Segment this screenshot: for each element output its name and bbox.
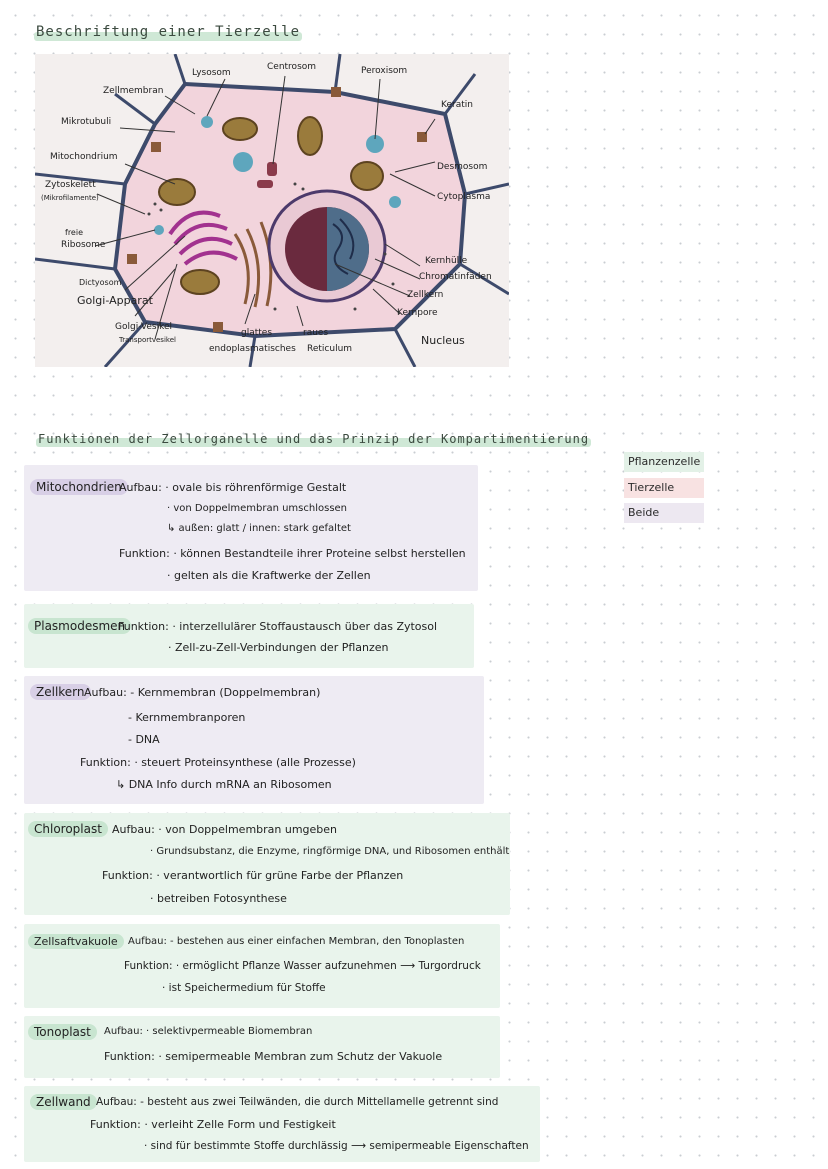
- label-lysosom: Lysosom: [192, 68, 231, 78]
- label-zellkern: Zellkern: [407, 290, 444, 300]
- label-freie: freie: [65, 228, 83, 237]
- label-zellmembran: Zellmembran: [103, 86, 164, 96]
- label-mikrofilamente: (Mikrofilamente): [41, 194, 99, 202]
- card-plasmodesmen: [24, 604, 474, 668]
- card-line: Funktion: · verleiht Zelle Form und Festigkeit: [90, 1118, 336, 1131]
- card-zellsaftvakuole: [24, 924, 500, 1008]
- label-mitochondrium: Mitochondrium: [50, 152, 118, 162]
- label-golgi-vesikel: Golgi-Vesikel: [115, 322, 173, 332]
- card-line: Aufbau: - bestehen aus einer einfachen Membran, den Tonoplasten: [128, 936, 465, 947]
- card-mitochondrien: [24, 465, 478, 591]
- label-zytoskelett: Zytoskelett: [45, 180, 96, 190]
- card-line: Aufbau: · selektivpermeable Biomembran: [104, 1026, 313, 1037]
- card-line: Aufbau: · ovale bis röhrenförmige Gestalt: [119, 481, 347, 494]
- title-text: Funktionen der Zellorganelle und das Prinzip der Kompartimentierung: [38, 432, 590, 446]
- legend-beide: [624, 503, 704, 523]
- card-line: · gelten als die Kraftwerke der Zellen: [167, 569, 371, 582]
- label-cytoplasma: Cytoplasma: [437, 192, 491, 202]
- card-line: Funktion: · können Bestandteile ihrer Proteine selbst herstellen: [119, 547, 466, 560]
- card-chloroplast: [24, 813, 510, 915]
- section-title: [38, 432, 589, 446]
- label-desmosom: Desmosom: [437, 162, 488, 172]
- card-line: ↳ außen: glatt / innen: stark gefaltet: [167, 523, 351, 534]
- card-line: Funktion: · verantwortlich für grüne Farbe der Pflanzen: [102, 869, 404, 882]
- card-heading: Zellkern: [30, 684, 91, 700]
- page-title: [36, 24, 300, 40]
- legend-label: Pflanzenzelle: [628, 455, 701, 468]
- card-heading: Tonoplast: [28, 1024, 97, 1040]
- animal-cell-figure: [35, 54, 509, 367]
- label-kernhuelle: Kernhülle: [425, 256, 468, 266]
- title-text: Beschriftung einer Tierzelle: [36, 24, 301, 40]
- card-line: · sind für bestimmte Stoffe durchlässig ⟶ semipermeable Eigenschaften: [144, 1140, 529, 1152]
- label-reticulum: Reticulum: [307, 344, 353, 354]
- card-line: ↳ DNA Info durch mRNA an Ribosomen: [116, 778, 332, 791]
- card-line: Aufbau: - besteht aus zwei Teilwänden, die durch Mittellamelle getrennt sind: [96, 1096, 499, 1108]
- card-heading: Chloroplast: [28, 821, 108, 837]
- label-ribosome: Ribosome: [61, 240, 106, 250]
- label-keratin: Keratin: [441, 100, 473, 110]
- legend-tierzelle: [624, 478, 704, 498]
- legend-label: Beide: [628, 506, 660, 519]
- label-transportvesikel: Transportvesikel: [119, 336, 176, 344]
- card-line: Funktion: · semipermeable Membran zum Schutz der Vakuole: [104, 1050, 443, 1063]
- legend-label: Tierzelle: [628, 481, 675, 494]
- label-golgi-apparat: Golgi-Apparat: [77, 294, 153, 307]
- card-heading: Plasmodesmen: [28, 618, 131, 634]
- label-peroxisom: Peroxisom: [361, 66, 408, 76]
- label-dictyosom: Dictyosom: [79, 278, 122, 287]
- card-line: Aufbau: - Kernmembran (Doppelmembran): [84, 686, 321, 699]
- card-line: · betreiben Fotosynthese: [150, 892, 287, 905]
- legend-pflanzenzelle: [624, 452, 704, 472]
- cell-illustration: [35, 54, 509, 367]
- label-kernpore: Kernpore: [397, 308, 438, 318]
- label-endoplasmatisches: endoplasmatisches: [209, 344, 296, 354]
- card-heading: Zellwand: [30, 1094, 97, 1110]
- label-raues: raues: [303, 328, 329, 338]
- card-line: - DNA: [128, 733, 160, 746]
- card-line: · Zell-zu-Zell-Verbindungen der Pflanzen: [168, 641, 389, 654]
- card-heading: Mitochondrien: [30, 479, 128, 495]
- card-line: · Grundsubstanz, die Enzyme, ringförmige DNA, und Ribosomen enthält: [150, 846, 510, 857]
- card-line: - Kernmembranporen: [128, 711, 246, 724]
- card-line: Funktion: · ermöglicht Pflanze Wasser aufzunehmen ⟶ Turgordruck: [124, 960, 481, 972]
- card-line: Funktion: · steuert Proteinsynthese (alle Prozesse): [80, 756, 356, 769]
- card-zellkern: [24, 676, 484, 804]
- card-line: Aufbau: · von Doppelmembran umgeben: [112, 823, 338, 836]
- card-heading: Zellsaftvakuole: [28, 934, 124, 949]
- card-tonoplast: [24, 1016, 500, 1078]
- card-line: · von Doppelmembran umschlossen: [167, 503, 348, 514]
- label-mikrotubuli: Mikrotubuli: [61, 117, 112, 127]
- card-zellwand: [24, 1086, 540, 1162]
- label-chromatinfaeden: Chromatinfäden: [419, 272, 492, 282]
- label-glattes: glattes: [241, 328, 273, 338]
- label-centrosom: Centrosom: [267, 62, 317, 72]
- label-nucleus: Nucleus: [421, 334, 465, 347]
- card-line: · ist Speichermedium für Stoffe: [162, 982, 326, 994]
- card-line: Funktion: · interzellulärer Stoffaustausch über das Zytosol: [118, 620, 438, 633]
